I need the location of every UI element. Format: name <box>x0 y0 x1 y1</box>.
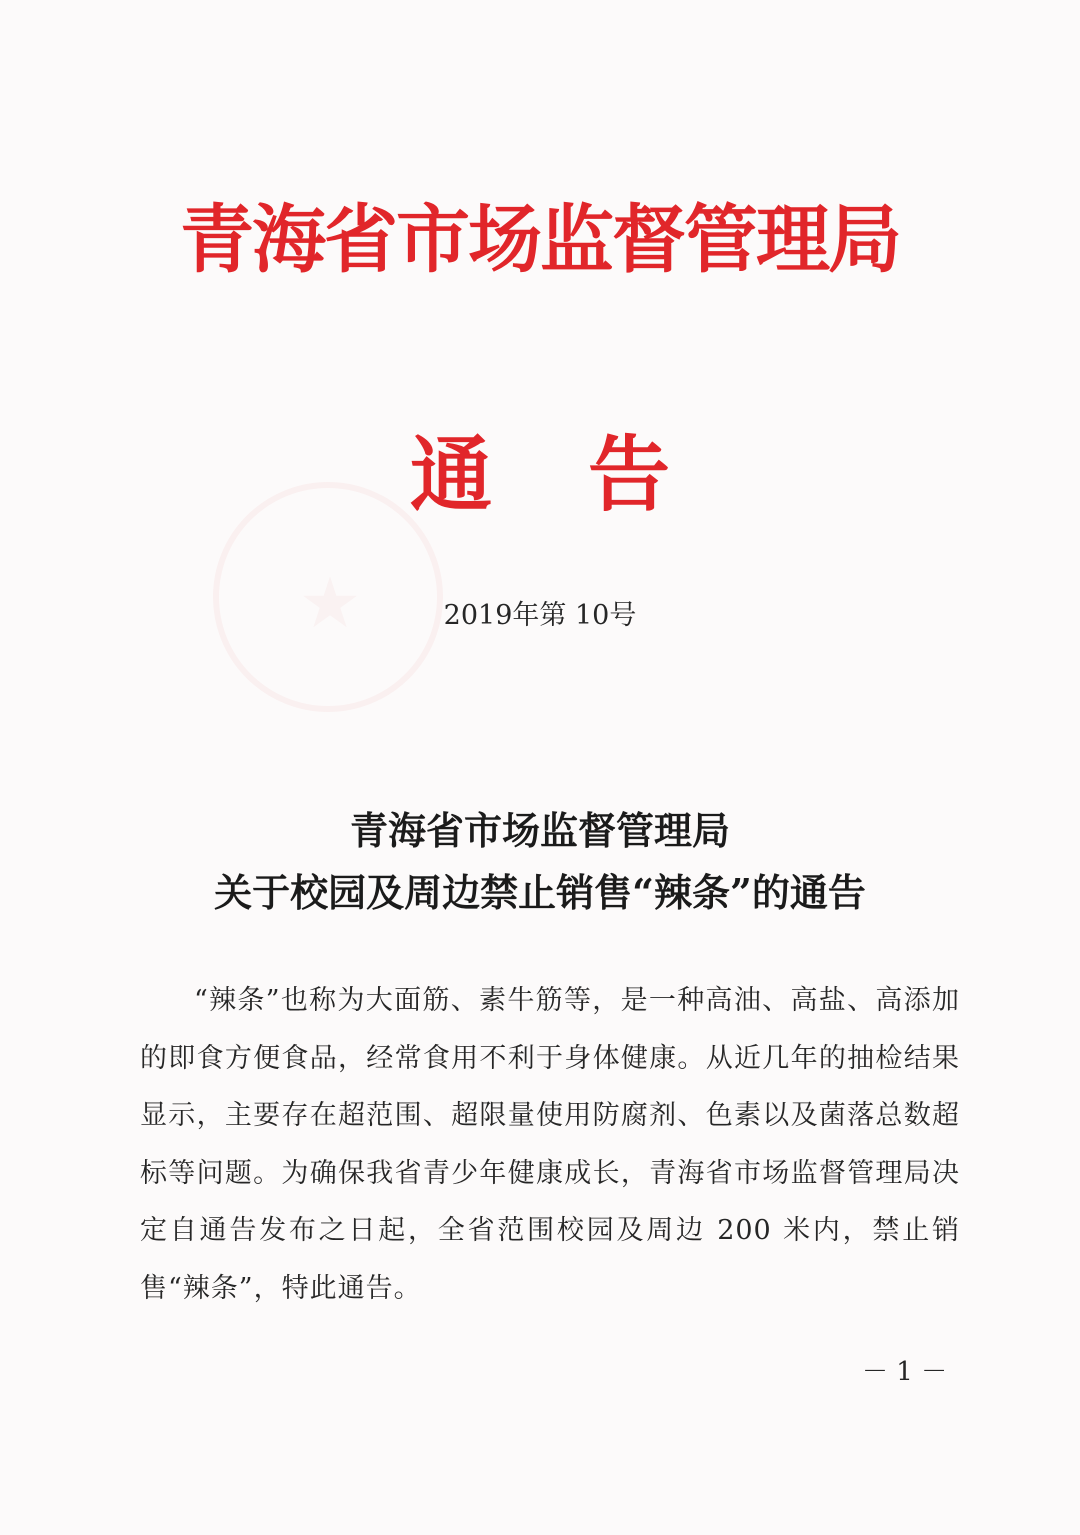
title-line-1: 青海省市场监督管理局 <box>349 808 730 853</box>
title-line-2: 关于校园及周边禁止销售“辣条”的通告 <box>214 870 866 915</box>
seal-star-icon: ★ <box>298 562 362 644</box>
doc-type-char-2: 告 <box>588 427 671 523</box>
doc-type-char-1: 通 <box>409 427 492 523</box>
doc-number: 2019年第 10号 <box>443 600 637 631</box>
header-organization: 青海省市场监督管理局 <box>180 197 900 283</box>
body-paragraph: “辣条”也称为大面筋、素牛筋等，是一种高油、高盐、高添加的即食方便食品，经常食用不利于身体健康。从近几年的抽检结果显示，主要存在超范围、超限量使用防腐剂、色素以及菌落总数超标等问题。为确保我省青少年健康成长，青海省市场监督管理局决定自通告发布之日起，全省范围校园及周边 200 米内，禁止销售“辣条”，特此通告。 <box>140 985 960 1304</box>
doc-type-heading <box>0 420 1080 530</box>
document-title <box>0 800 1080 924</box>
page-number: － 1 － <box>862 1357 948 1387</box>
